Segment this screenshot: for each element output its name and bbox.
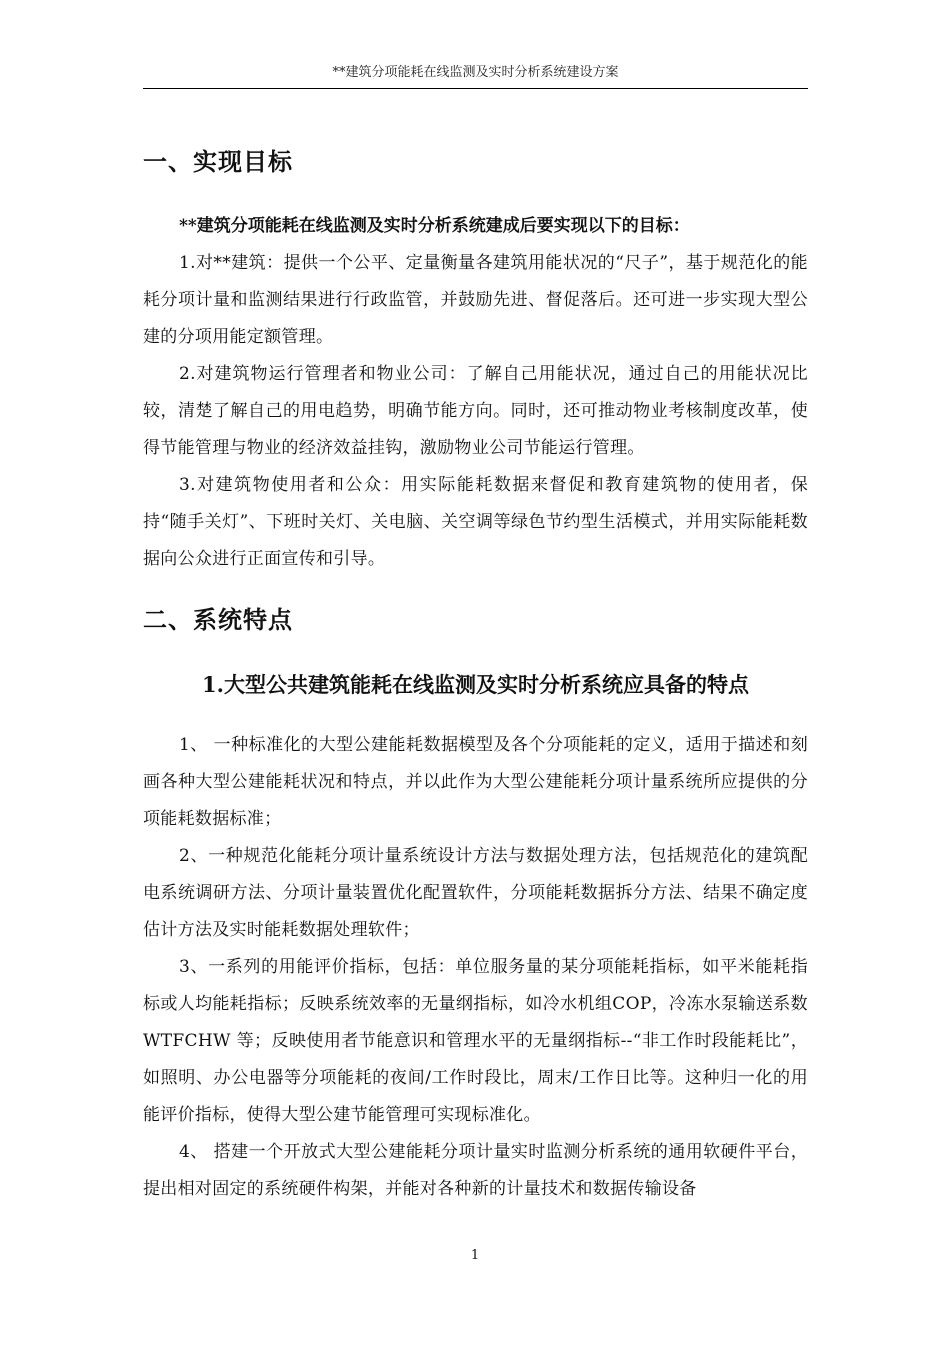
running-header: **建筑分项能耗在线监测及实时分析系统建设方案 (332, 65, 619, 80)
section-2-paragraph-1: 1、 一种标准化的大型公建能耗数据模型及各个分项能耗的定义，适用于描述和刻画各种大型公建能耗状况和特点，并以此作为大型公建能耗分项计量系统所应提供的分项能耗数据标准； (143, 735, 808, 829)
section-2-title: 二、系统特点 (143, 606, 293, 634)
header-rule (143, 88, 808, 89)
section-2-paragraph-3: 3、一系列的用能评价指标，包括：单位服务量的某分项能耗指标，如平米能耗指标或人均能耗指标；反映系统效率的无量纲指标，如冷水机组COP，冷冻水泵输送系数WTFCHW 等；反映使用者节能意识和管理水平的无量纲指标--“非工作时段能耗比”，如照明、办公电器等分项能耗的夜间/工作时段比，周末/工作日比等。这种归一化的用能评价指标，使得大型公建节能管理可实现标准化。 (143, 957, 808, 1125)
section-1-intro: **建筑分项能耗在线监测及实时分析系统建成后要实现以下的目标： (179, 216, 690, 236)
page-number: 1 (470, 1248, 480, 1263)
section-1-paragraph-2: 2.对建筑物运行管理者和物业公司：了解自己用能状况，通过自己的用能状况比较，清楚了解自己的用电趋势，明确节能方向。同时，还可推动物业考核制度改革，使得节能管理与物业的经济效益挂钩，激励物业公司节能运行管理。 (143, 364, 808, 458)
section-2-paragraph-4: 4、 搭建一个开放式大型公建能耗分项计量实时监测分析系统的通用软硬件平台，提出相对固定的系统硬件构架，并能对各种新的计量技术和数据传输设备 (143, 1142, 808, 1199)
section-2-paragraph-2: 2、一种规范化能耗分项计量系统设计方法与数据处理方法，包括规范化的建筑配电系统调研方法、分项计量装置优化配置软件，分项能耗数据拆分方法、结果不确定度估计方法及实时能耗数据处理软件； (143, 846, 808, 940)
section-1-paragraph-3: 3.对建筑物使用者和公众：用实际能耗数据来督促和教育建筑物的使用者，保持“随手关灯”、下班时关灯、关电脑、关空调等绿色节约型生活模式，并用实际能耗数据向公众进行正面宣传和引导。 (143, 475, 808, 569)
page-content (143, 140, 808, 1208)
section-1-paragraph-1: 1.对**建筑：提供一个公平、定量衡量各建筑用能状况的“尺子”，基于规范化的能耗分项计量和监测结果进行行政监管，并鼓励先进、督促落后。还可进一步实现大型公建的分项用能定额管理。 (143, 253, 808, 347)
section-2-subtitle: 1.大型公共建筑能耗在线监测及实时分析系统应具备的特点 (202, 672, 749, 697)
section-1-title: 一、实现目标 (143, 148, 293, 176)
